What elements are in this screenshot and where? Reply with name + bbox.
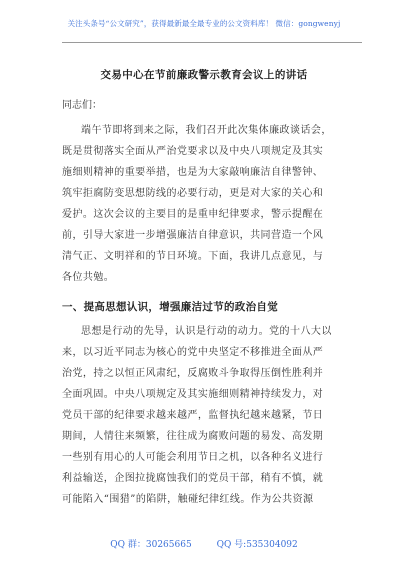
section-line: 全面巩固。中央八项规定及其实施细则精神持续发力，对: [62, 389, 324, 400]
intro-line: 爱护。这次会议的主要目的是重申纪律要求，警示提醒在: [62, 209, 324, 220]
greeting: 同志们：: [62, 100, 102, 111]
footer-contact: [0, 537, 408, 550]
section-line: 党员干部的纪律要求越来越严，监督执纪越来越紧，节日: [62, 410, 324, 421]
section-line: 治党，持之以恒正风肃纪，反腐败斗争取得压倒性胜利并: [62, 368, 324, 379]
qq-group-text: QQ 群：30265665: [110, 540, 192, 550]
section-line: 一些别有用心的人可能会利用节日之机，以各种名义进行: [62, 452, 324, 463]
section-line: 利益输送，企图拉拢腐蚀我们的党员干部，稍有不慎，就: [62, 473, 324, 484]
intro-line: 施细则精神的重要举措，也是为大家敲响廉洁自律警钟、: [62, 167, 324, 178]
section-line: 期间，人情往来频繁，往往成为腐败问题的易发、高发期: [62, 431, 324, 442]
intro-line: 各位共勉。: [62, 272, 115, 283]
intro-line: 筑牢拒腐防变思想防线的必要行动，更是对大家的关心和: [62, 188, 324, 199]
intro-line: 既是贯彻落实全面从严治党要求以及中央八项规定及其实: [62, 146, 324, 157]
section-line: 来，以习近平同志为核心的党中央坚定不移推进全面从严: [62, 347, 324, 358]
header-note: 关注头条号“公文研究”，获得最新最全最专业的公文资料库！ 微信：gongwenyj: [67, 19, 341, 28]
header-divider: [62, 42, 362, 43]
section-heading: 一、提高思想认识，增强廉洁过节的政治自觉: [62, 301, 278, 313]
document-title: 交易中心在节前廉政警示教育会议上的讲话: [100, 69, 308, 81]
section-line: 可能陷入“围猎”的陷阱，触碰纪律红线。作为公共资源: [62, 494, 314, 505]
intro-line: 端午节即将到来之际，我们召开此次集体廉政谈话会，: [81, 125, 332, 136]
section-line: 思想是行动的先导，认识是行动的动力。党的十八大以: [81, 326, 332, 337]
intro-line: 前，引导大家进一步增强廉洁自律意识，共同营造一个风: [62, 230, 324, 241]
qq-number-text: QQ 号:535304092: [216, 540, 298, 550]
intro-line: 清气正、文明祥和的节日环境。下面，我讲几点意见，与: [62, 251, 324, 262]
